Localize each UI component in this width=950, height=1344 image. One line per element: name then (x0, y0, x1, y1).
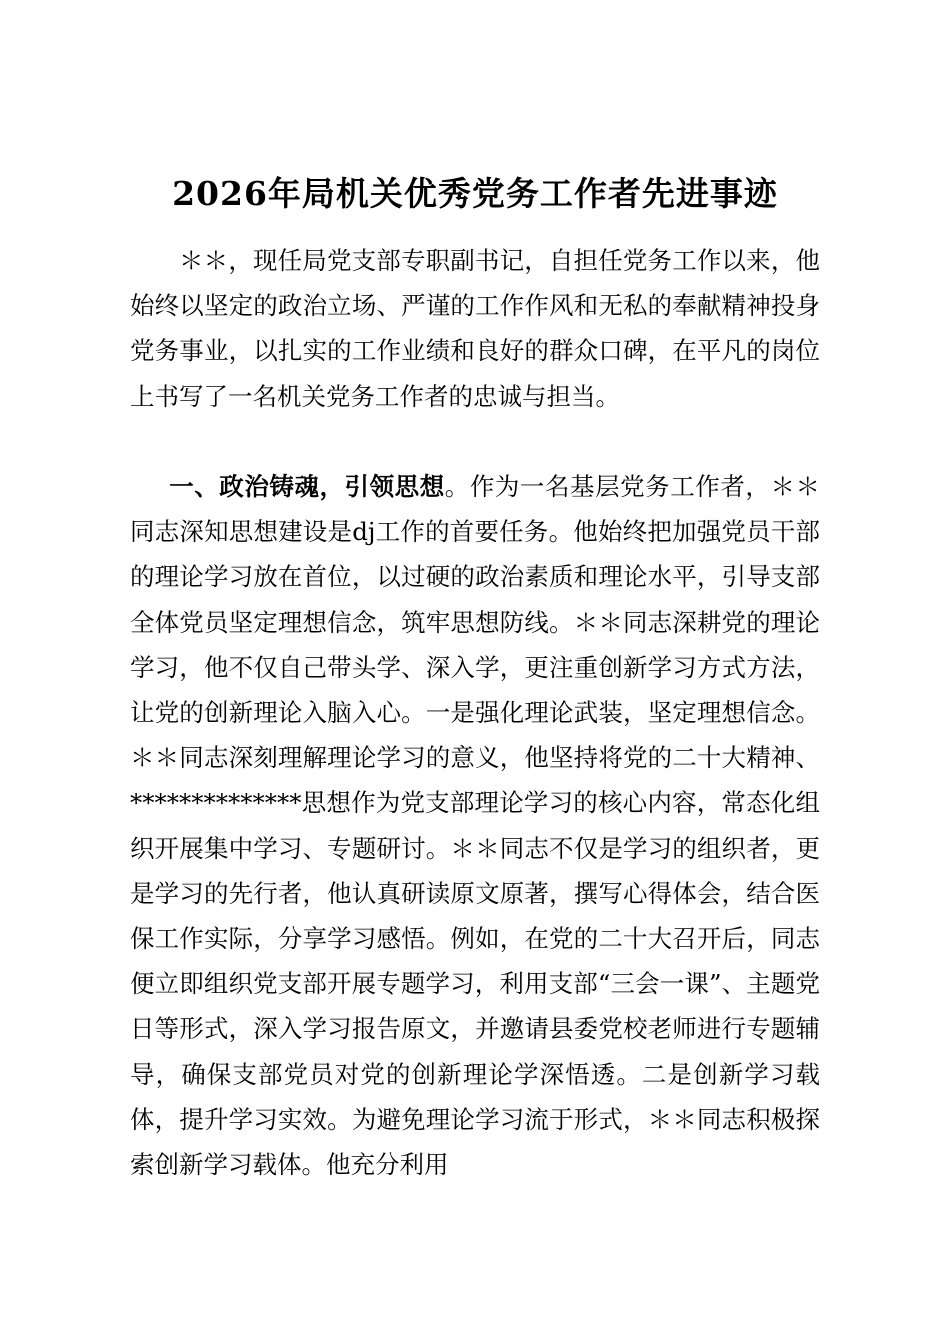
intro-paragraph: ＊＊，现任局党支部专职副书记，自担任党务工作以来，他始终以坚定的政治立场、严谨的工作作风和无私的奉献精神投身党务事业，以扎实的工作业绩和良好的群众口碑，在平凡的岗位上书写了一名机关党务工作者的忠诚与担当。 (130, 246, 820, 411)
section-1-heading: 一、政治铸魂，引领思想 (169, 472, 445, 501)
section-1-paragraph (130, 464, 820, 1187)
document-title: 2026年局机关优秀党务工作者先进事迹 (172, 174, 778, 213)
section-1-body: 。作为一名基层党务工作者，＊＊同志深知思想建设是dj工作的首要任务。他始终把加强党员干部的理论学习放在首位，以过硬的政治素质和理论水平，引导支部全体党员坚定理想信念，筑牢思想防线。＊＊同志深耕党的理论学习，他不仅自己带头学、深入学，更注重创新学习方式方法，让党的创新理论入脑入心。一是强化理论武装，坚定理想信念。＊＊同志深刻理解理论学习的意义，他坚持将党的二十大精神、**************思想作为党支部理论学习的核心内容，常态化组织开展集中学习、专题研讨。＊＊同志不仅是学习的组织者，更是学习的先行者，他认真研读原文原著，撰写心得体会，结合医保工作实际，分享学习感悟。例如，在党的二十大召开后，同志便立即组织党支部开展专题学习，利用支部“三会一课”、主题党日等形式，深入学习报告原文，并邀请县委党校老师进行专题辅导，确保支部党员对党的创新理论学深悟透。二是创新学习载体，提升学习实效。为避免理论学习流于形式，＊＊同志积极探索创新学习载体。他充分利用 (130, 472, 820, 1180)
